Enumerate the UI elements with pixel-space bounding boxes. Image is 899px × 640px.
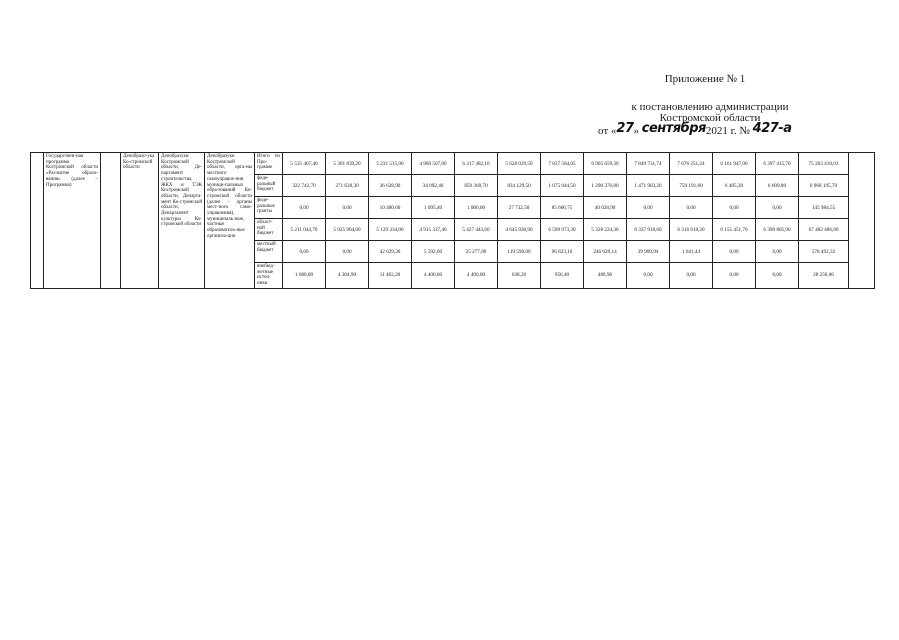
source-cell: местный бюджет — [255, 241, 283, 263]
value-cell: 40 028,90 — [584, 197, 627, 219]
value-cell: 834 129,50 — [498, 175, 541, 197]
decree-line-1: к постановлению администрации — [631, 101, 789, 113]
value-cell: 956,40 — [541, 263, 584, 289]
total-cell: 28 250,66 — [799, 263, 849, 289]
program-name-cell: Государствен-ная программа Костромской области «Раз-витие образо-вания» (далее – Программа) — [44, 153, 101, 289]
coordinator-cell: Депобразо-ука Ко-стромской области — [121, 153, 159, 289]
total-cell: 75 203 410,03 — [799, 153, 849, 175]
date-mid: » — [633, 125, 640, 137]
value-cell: 42 629,30 — [369, 241, 412, 263]
value-cell: 6 609,80 — [756, 175, 799, 197]
value-cell: 39 909,94 — [627, 241, 670, 263]
value-cell: 34 092,40 — [412, 175, 455, 197]
total-cell: 578 492,32 — [799, 241, 849, 263]
decree-date-line — [598, 123, 818, 138]
value-cell: 11 462,20 — [369, 263, 412, 289]
value-cell: 0,00 — [326, 241, 369, 263]
handwritten-day: 27 — [616, 121, 634, 136]
value-cell: 6 337 918,60 — [627, 219, 670, 241]
handwritten-number: 427-а — [752, 121, 792, 136]
value-cell: 1 471 903,20 — [627, 175, 670, 197]
value-cell: 1 095,40 — [412, 197, 455, 219]
value-cell: 408,96 — [584, 263, 627, 289]
date-prefix: от « — [598, 125, 617, 137]
value-cell: 5 427 443,60 — [455, 219, 498, 241]
handwritten-month: сентября — [641, 121, 706, 136]
funding-table — [30, 152, 875, 289]
value-cell: 10 480,60 — [369, 197, 412, 219]
source-cell: Итого по Про-грамме — [255, 153, 283, 175]
value-cell: 6 316 018,20 — [670, 219, 713, 241]
total-cell: 6 968 195,70 — [799, 175, 849, 197]
value-cell: 6 485,30 — [713, 175, 756, 197]
value-cell: 1 075 044,50 — [541, 175, 584, 197]
source-cell: област-ной бюджет — [255, 219, 283, 241]
value-cell: 6 397 415,70 — [756, 153, 799, 175]
index-cell — [31, 153, 44, 289]
value-cell: 0,00 — [670, 197, 713, 219]
value-cell: 4 400,00 — [412, 263, 455, 289]
value-cell: 6 905 659,30 — [584, 153, 627, 175]
value-cell: 246 620,14 — [584, 241, 627, 263]
value-cell: 759 191,60 — [670, 175, 713, 197]
value-cell: 0,00 — [756, 241, 799, 263]
value-cell: 1 680,00 — [283, 263, 326, 289]
blank-cell — [849, 153, 875, 289]
value-cell: 4 915 337,40 — [412, 219, 455, 241]
total-cell: 145 984,55 — [799, 197, 849, 219]
value-cell: 1 041,44 — [670, 241, 713, 263]
value-cell: 27 732,50 — [498, 197, 541, 219]
value-cell: 859 360,70 — [455, 175, 498, 197]
value-cell: 271 630,30 — [326, 175, 369, 197]
value-cell: 0,00 — [756, 197, 799, 219]
value-cell: 0,00 — [670, 263, 713, 289]
value-cell: 0,00 — [756, 263, 799, 289]
value-cell: 1 290 376,80 — [584, 175, 627, 197]
participants-cell: Депобразуки Костромской области, орга-ны местного самоуправле-ния муници-пальных обра-зований Ко-стромской области (далее – органы мест-ного само-управления), муниципаль-ные, частные образователь-ные организа-ции — [205, 153, 255, 289]
total-cell: 67 482 486,80 — [799, 219, 849, 241]
value-cell: 4 400,00 — [455, 263, 498, 289]
value-cell: 6 155 451,70 — [713, 219, 756, 241]
empty-cell — [101, 153, 121, 289]
source-cell: феде-ральный бюджет — [255, 175, 283, 197]
value-cell: 4 304,90 — [326, 263, 369, 289]
value-cell: 0,00 — [283, 197, 326, 219]
value-cell: 7 837 564,05 — [541, 153, 584, 175]
value-cell: 7 676 251,24 — [670, 153, 713, 175]
date-year: 2021 г. № — [705, 125, 750, 137]
value-cell: 6 599 073,30 — [541, 219, 584, 241]
value-cell: 0,00 — [713, 241, 756, 263]
value-cell: 5 328 224,30 — [584, 219, 627, 241]
value-cell: 0,00 — [627, 197, 670, 219]
value-cell: 4 960 507,80 — [412, 153, 455, 175]
value-cell: 119 598,00 — [498, 241, 541, 263]
value-cell: 0,00 — [713, 197, 756, 219]
value-cell: 4 645 930,90 — [498, 219, 541, 241]
appendix-title: Приложение № 1 — [664, 73, 746, 85]
value-cell: 638,20 — [498, 263, 541, 289]
value-cell: 6 317 482,10 — [455, 153, 498, 175]
value-cell: 6 161 947,00 — [713, 153, 756, 175]
decree-line-2: Костромской области — [659, 112, 761, 124]
value-cell: 5 129 334,00 — [369, 219, 412, 241]
value-cell: 322 742,70 — [283, 175, 326, 197]
source-cell: внебюд-жетные источ-ники — [255, 263, 283, 289]
value-cell: 1 000,00 — [455, 197, 498, 219]
value-cell: 5 301 839,20 — [326, 153, 369, 175]
value-cell: 5 211 044,70 — [283, 219, 326, 241]
value-cell: 7 849 731,74 — [627, 153, 670, 175]
value-cell: 5 231 515,00 — [369, 153, 412, 175]
value-cell: 36 628,90 — [369, 175, 412, 197]
value-cell: 5 592,60 — [412, 241, 455, 263]
value-cell: 5 628 029,50 — [498, 153, 541, 175]
value-cell: 0,00 — [326, 197, 369, 219]
table-row — [31, 153, 875, 175]
value-cell: 5 025 904,00 — [326, 219, 369, 241]
value-cell: 85 666,75 — [541, 197, 584, 219]
value-cell: 0,00 — [713, 263, 756, 289]
value-cell: 6 390 805,90 — [756, 219, 799, 241]
value-cell: 5 535 467,40 — [283, 153, 326, 175]
value-cell: 0,00 — [283, 241, 326, 263]
value-cell: 0,00 — [627, 263, 670, 289]
value-cell: 25 277,80 — [455, 241, 498, 263]
co-executors-cell: Депобразуки Костромской области, Де-партамент строительства, ЖКХ и ТЭК Костромской области, Департа-мент Ко-стромской области, Департамент культуры Ко-стромской области — [159, 153, 205, 289]
source-cell: феде-ральные гранты — [255, 197, 283, 219]
value-cell: 96 823,10 — [541, 241, 584, 263]
